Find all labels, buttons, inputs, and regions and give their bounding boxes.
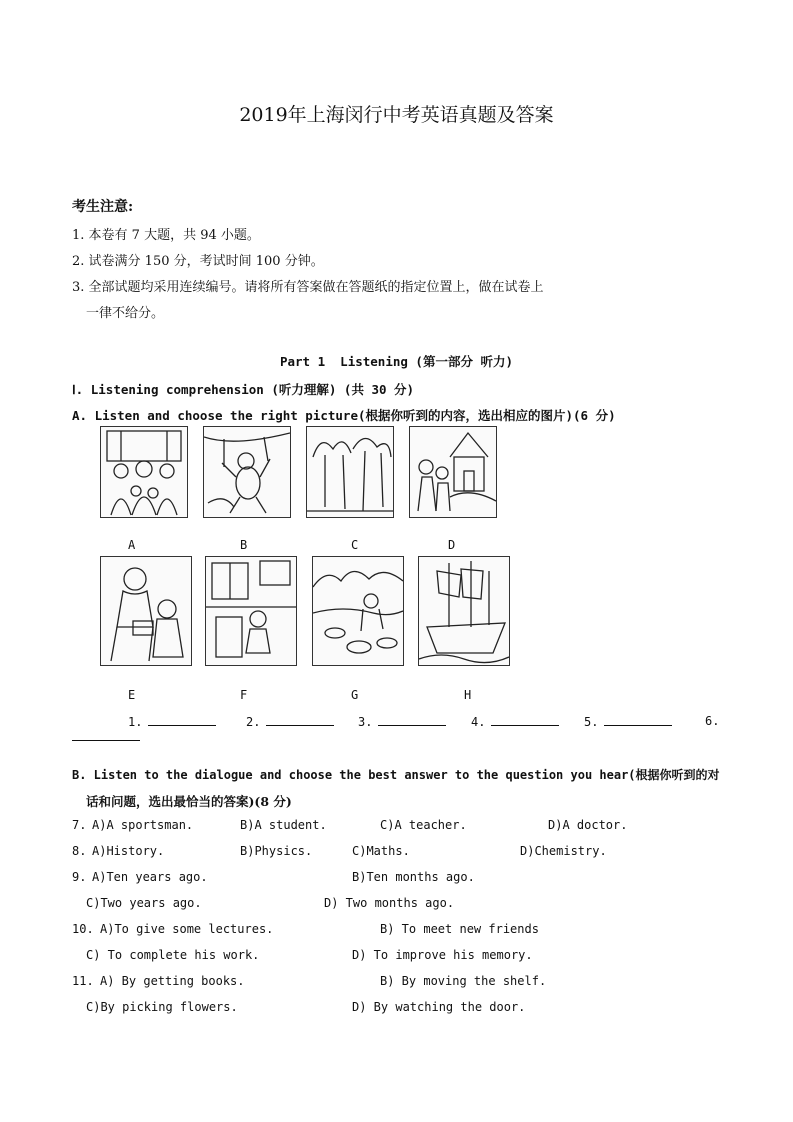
option-c[interactable]: C)By picking flowers. bbox=[86, 1000, 238, 1014]
answer-blank-2[interactable]: 2. bbox=[246, 714, 334, 729]
monkey-icon bbox=[203, 426, 291, 518]
option-a[interactable]: A)Ten years ago. bbox=[92, 870, 208, 884]
picture-label: B bbox=[240, 538, 248, 552]
option-d[interactable]: D)Chemistry. bbox=[520, 844, 607, 858]
option-c[interactable]: C)Two years ago. bbox=[86, 896, 202, 910]
house-kids-icon bbox=[409, 426, 497, 518]
option-c[interactable]: C) To complete his work. bbox=[86, 948, 260, 962]
picture-label: A bbox=[128, 538, 136, 552]
answer-blank-5[interactable]: 5. bbox=[584, 714, 672, 729]
option-b[interactable]: B)A student. bbox=[240, 818, 327, 832]
picture-label: F bbox=[240, 688, 248, 702]
boy-room-icon bbox=[205, 556, 297, 666]
question-number: 8. bbox=[72, 844, 87, 858]
answer-blank-1[interactable]: 1. bbox=[128, 714, 216, 729]
option-d[interactable]: D) By watching the door. bbox=[352, 1000, 526, 1014]
option-c[interactable]: C)A teacher. bbox=[380, 818, 467, 832]
river-icon bbox=[312, 556, 404, 666]
option-b[interactable]: B) By moving the shelf. bbox=[380, 974, 547, 988]
option-a[interactable]: A)To give some lectures. bbox=[100, 922, 274, 936]
answer-blank-4[interactable]: 4. bbox=[471, 714, 559, 729]
option-a[interactable]: A)History. bbox=[92, 844, 165, 858]
notice-heading: 考生注意: bbox=[72, 199, 134, 215]
mother-child-icon bbox=[100, 556, 192, 666]
option-b[interactable]: B) To meet new friends bbox=[380, 922, 539, 936]
option-b[interactable]: B)Ten months ago. bbox=[352, 870, 475, 884]
notice-item: 1. 本卷有 7 大题，共 94 小题。 bbox=[72, 228, 260, 243]
trees-icon bbox=[306, 426, 394, 518]
picture-label: G bbox=[351, 688, 359, 702]
question-number: 9. bbox=[72, 870, 87, 884]
question-number: 10. bbox=[72, 922, 94, 936]
option-b[interactable]: B)Physics. bbox=[240, 844, 313, 858]
part-heading: Part 1 Listening (第一部分 听力) bbox=[279, 354, 514, 369]
option-a[interactable]: A)A sportsman. bbox=[92, 818, 194, 832]
picture-label: E bbox=[128, 688, 136, 702]
picture-label: D bbox=[448, 538, 456, 552]
option-d[interactable]: D) Two months ago. bbox=[324, 896, 455, 910]
page-title: 2019年上海闵行中考英语真题及答案 bbox=[239, 104, 554, 126]
answer-blank-3[interactable]: 3. bbox=[358, 714, 446, 729]
section-b-heading: B. Listen to the dialogue and choose the best answer to the question you hear(根据你听到的对 bbox=[72, 768, 720, 782]
section-heading: Ⅰ. Listening comprehension (听力理解) (共 30 分) bbox=[72, 382, 415, 397]
section-b-heading-cont: 话和问题，选出最恰当的答案)(8 分) bbox=[86, 794, 292, 809]
picture-label: H bbox=[464, 688, 472, 702]
question-number: 11. bbox=[72, 974, 94, 988]
option-d[interactable]: D)A doctor. bbox=[548, 818, 628, 832]
option-d[interactable]: D) To improve his memory. bbox=[352, 948, 533, 962]
answer-blank-6-label: 6. bbox=[705, 714, 720, 728]
crowd-icon bbox=[100, 426, 188, 518]
ship-icon bbox=[418, 556, 510, 666]
answer-blank-6[interactable] bbox=[72, 740, 140, 741]
option-a[interactable]: A) By getting books. bbox=[100, 974, 245, 988]
notice-item: 3. 全部试题均采用连续编号。请将所有答案做在答题纸的指定位置上，做在试卷上 bbox=[72, 280, 544, 295]
notice-item: 一律不给分。 bbox=[86, 306, 165, 321]
notice-item: 2. 试卷满分 150 分，考试时间 100 分钟。 bbox=[72, 254, 324, 269]
option-c[interactable]: C)Maths. bbox=[352, 844, 410, 858]
question-number: 7. bbox=[72, 818, 87, 832]
picture-label: C bbox=[351, 538, 359, 552]
section-a-heading: A. Listen and choose the right picture(根据你听到的内容，选出相应的图片)(6 分) bbox=[72, 408, 616, 423]
